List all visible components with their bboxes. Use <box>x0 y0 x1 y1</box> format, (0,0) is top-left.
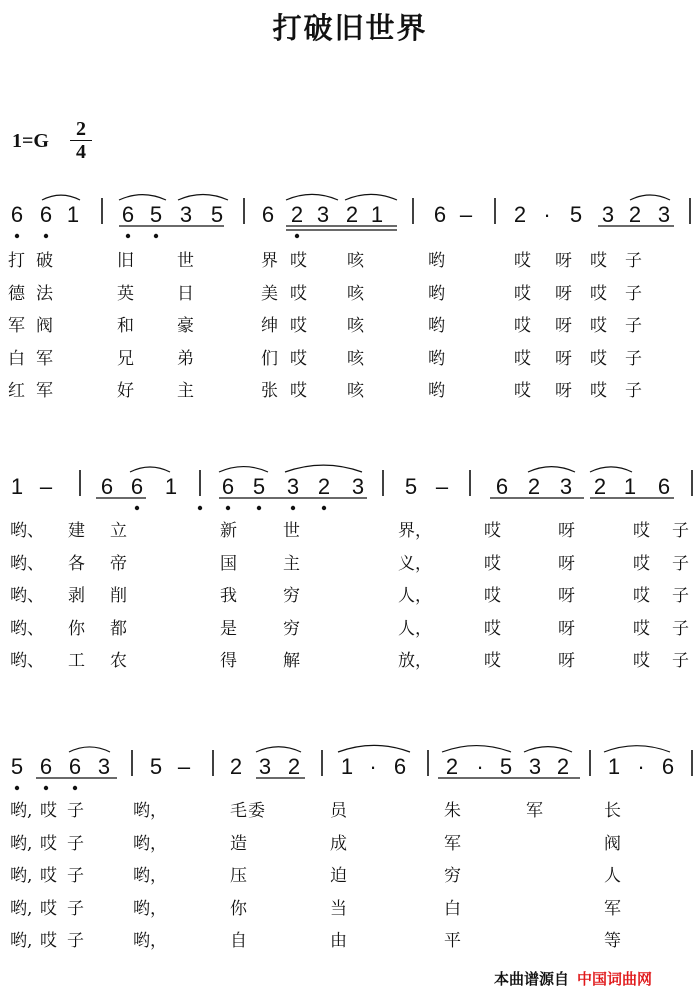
lyric-syllable: 哎 <box>290 283 307 304</box>
lyric-syllable: 哎 <box>633 553 650 574</box>
note: 2 <box>513 202 527 227</box>
lyric-syllable: 放， <box>398 651 432 671</box>
lyric-syllable: 哎 <box>514 381 531 401</box>
note: 3 <box>316 202 330 227</box>
lyric-syllable: 哟, <box>10 898 33 919</box>
lyric-syllable: 咳 <box>347 316 364 336</box>
lyric-syllable: 哟， <box>133 931 167 951</box>
note: 5 <box>10 754 24 779</box>
source-credit <box>494 968 652 989</box>
slur <box>590 467 632 472</box>
lyric-syllable: 朱 <box>444 801 461 821</box>
note: 5 <box>149 202 163 227</box>
lyric-syllable: 子 <box>672 651 689 671</box>
lyric-syllable: 子 <box>625 251 642 271</box>
octave-dot <box>322 506 326 510</box>
lyric-syllable: 哎 <box>484 586 501 606</box>
lyric-syllable: 咳 <box>347 348 364 369</box>
note: 1 <box>164 474 178 499</box>
lyric-syllable: 阀 <box>36 316 53 336</box>
lyric-syllable: 建 <box>68 521 85 541</box>
lyric-syllable: 呀 <box>558 651 575 671</box>
lyric-syllable: 呀 <box>555 316 572 336</box>
lyric-syllable: 自 <box>230 931 247 951</box>
octave-dot <box>295 234 299 238</box>
lyric-syllable: 阀 <box>604 833 621 854</box>
lyric-syllable: 红 <box>8 381 25 401</box>
lyric-syllable: 你 <box>230 898 247 919</box>
lyric-syllable: 我 <box>220 586 237 606</box>
lyric-syllable: 哎 <box>590 283 607 304</box>
note: 2 <box>229 754 243 779</box>
note: 2 <box>445 754 459 779</box>
note: 6 <box>121 202 135 227</box>
lyric-syllable: 解 <box>283 651 300 671</box>
note: 6 <box>100 474 114 499</box>
lyric-syllable: 哎 <box>484 651 501 671</box>
lyric-syllable: 等 <box>604 931 621 951</box>
lyric-syllable: 子 <box>625 381 642 401</box>
note: 2 <box>317 474 331 499</box>
lyric-syllable: 立 <box>110 521 127 541</box>
lyric-syllable: 造 <box>230 833 247 854</box>
note: 6 <box>261 202 275 227</box>
lyric-syllable: 军 <box>604 898 621 919</box>
lyric-syllable: 子 <box>672 586 689 606</box>
slur <box>119 195 166 200</box>
note: 2 <box>345 202 359 227</box>
lyric-syllable: 呀 <box>558 553 575 574</box>
lyric-syllable: 英 <box>117 283 134 304</box>
slur <box>219 467 268 472</box>
slur <box>524 747 572 752</box>
lyric-syllable: 们 <box>261 348 278 369</box>
note: 2 <box>556 754 570 779</box>
lyric-syllable: 都 <box>110 618 127 639</box>
lyric-syllable: 长 <box>604 801 621 821</box>
lyric-syllable: 义， <box>398 553 432 574</box>
lyric-syllable: 子 <box>67 866 84 886</box>
octave-dot <box>154 234 158 238</box>
augmentation-dot: · <box>369 754 377 779</box>
lyric-syllable: 打 <box>8 251 25 271</box>
lyric-syllable: 界 <box>261 251 278 271</box>
lyric-syllable: 哎 <box>590 251 607 271</box>
note: 2 <box>290 202 304 227</box>
lyric-syllable: 由 <box>330 931 347 951</box>
lyric-syllable: 哟, <box>10 833 33 854</box>
note: 3 <box>559 474 573 499</box>
lyric-syllable: 哎 <box>290 348 307 369</box>
lyric-syllable: 呀 <box>555 381 572 401</box>
note: 6 <box>10 202 24 227</box>
lyric-syllable: 哎 <box>590 381 607 401</box>
slur <box>630 195 670 200</box>
lyric-syllable: 哎 <box>40 833 57 854</box>
lyric-syllable: 白 <box>444 898 461 919</box>
key-signature: 1=G <box>12 130 49 152</box>
lyric-syllable: 哎 <box>40 801 57 821</box>
note: 6 <box>130 474 144 499</box>
octave-dot <box>44 786 48 790</box>
lyric-syllable: 子 <box>67 898 84 919</box>
lyric-syllable: 哟， <box>133 833 167 854</box>
lyric-syllable: 子 <box>625 283 642 304</box>
lyric-syllable: 哎 <box>590 316 607 336</box>
lyric-syllable: 哟， <box>133 898 167 919</box>
note: 6 <box>393 754 407 779</box>
lyric-syllable: 军 <box>36 381 53 401</box>
octave-dot <box>15 234 19 238</box>
octave-dot <box>291 506 295 510</box>
lyric-syllable: 破 <box>36 251 53 271</box>
lyric-syllable: 子 <box>625 316 642 336</box>
lyric-syllable: 军 <box>444 833 461 854</box>
note: 6 <box>495 474 509 499</box>
lyric-syllable: 穷 <box>283 586 300 606</box>
lyric-syllable: 当 <box>330 898 347 919</box>
lyric-syllable: 哎 <box>484 521 501 541</box>
note: 5 <box>149 754 163 779</box>
lyric-syllable: 哎 <box>290 316 307 336</box>
note: 6 <box>68 754 82 779</box>
lyric-syllable: 子 <box>67 801 84 821</box>
lyric-syllable: 子 <box>672 521 689 541</box>
note: 1 <box>370 202 384 227</box>
slur <box>256 747 301 752</box>
note: 6 <box>657 474 671 499</box>
source-site: 中国词曲网 <box>577 970 653 988</box>
lyric-syllable: 咳 <box>347 381 364 401</box>
slur <box>442 746 511 752</box>
lyric-syllable: 呀 <box>558 586 575 606</box>
octave-dot <box>15 786 19 790</box>
time-signature-denominator: 4 <box>76 141 86 163</box>
note: 2 <box>593 474 607 499</box>
lyric-syllable: 哎 <box>590 348 607 369</box>
lyric-syllable: 哎 <box>290 251 307 271</box>
lyric-syllable: 美 <box>261 283 278 304</box>
note: 3 <box>657 202 671 227</box>
note: 3 <box>286 474 300 499</box>
lyric-syllable: 哟， <box>133 801 167 821</box>
lyric-syllable: 是 <box>220 618 237 639</box>
octave-dot <box>198 506 202 510</box>
slur <box>345 194 397 200</box>
lyric-syllable: 呀 <box>555 283 572 304</box>
lyric-syllable: 呀 <box>555 251 572 271</box>
lyric-syllable: 主 <box>177 381 194 401</box>
lyric-syllable: 哎 <box>514 316 531 336</box>
lyric-syllable: 人， <box>398 618 432 639</box>
lyric-syllable: 子 <box>67 833 84 854</box>
lyric-syllable: 哎 <box>633 586 650 606</box>
lyric-syllable: 你 <box>68 618 85 639</box>
note: 5 <box>404 474 418 499</box>
lyric-syllable: 军 <box>8 316 25 336</box>
lyric-syllable: 新 <box>220 521 237 541</box>
time-signature-numerator: 2 <box>70 118 92 141</box>
lyric-syllable: 哟、 <box>10 586 44 606</box>
lyric-syllable: 绅 <box>261 316 278 336</box>
lyric-syllable: 哎 <box>633 651 650 671</box>
lyric-syllable: 哎 <box>40 931 57 951</box>
note: 3 <box>97 754 111 779</box>
lyric-syllable: 子 <box>672 618 689 639</box>
note: 6 <box>39 754 53 779</box>
lyric-syllable: 哎 <box>514 348 531 369</box>
lyric-syllable: 哎 <box>633 521 650 541</box>
note: 1 <box>607 754 621 779</box>
lyric-syllable: 哎 <box>514 251 531 271</box>
source-label: 本曲谱源自 <box>494 970 570 988</box>
lyric-syllable: 农 <box>110 651 127 671</box>
lyric-syllable: 哟、 <box>10 651 44 671</box>
lyric-syllable: 人， <box>398 586 432 606</box>
octave-dot <box>135 506 139 510</box>
slur <box>69 747 110 752</box>
note: 3 <box>179 202 193 227</box>
lyric-syllable: 哎 <box>484 553 501 574</box>
lyric-syllable: 军 <box>526 801 543 821</box>
lyric-syllable: 子 <box>672 553 689 574</box>
lyric-syllable: 子 <box>625 348 642 369</box>
lyric-syllable: 哟 <box>428 348 445 369</box>
lyric-syllable: 工 <box>68 651 85 671</box>
lyric-syllable: 哟, <box>10 801 33 821</box>
lyric-syllable: 豪 <box>177 316 194 336</box>
note: 5 <box>210 202 224 227</box>
slur <box>338 745 410 752</box>
lyric-syllable: 哟、 <box>10 618 44 639</box>
octave-dot <box>226 506 230 510</box>
octave-dot <box>126 234 130 238</box>
slur <box>130 467 170 472</box>
lyric-syllable: 削 <box>110 586 127 606</box>
slur <box>178 195 228 201</box>
lyric-syllable: 哎 <box>40 898 57 919</box>
lyric-syllable: 和 <box>117 316 134 336</box>
sustain-dash: – <box>459 202 473 227</box>
lyric-syllable: 剥 <box>68 586 85 606</box>
slur <box>528 467 575 472</box>
lyric-syllable: 哎 <box>290 381 307 401</box>
lyric-syllable: 员 <box>330 801 347 821</box>
augmentation-dot: · <box>637 754 645 779</box>
lyric-syllable: 哟 <box>428 316 445 336</box>
note: 6 <box>39 202 53 227</box>
lyric-syllable: 哟, <box>10 866 33 886</box>
lyric-syllable: 德 <box>8 283 25 304</box>
lyric-syllable: 呀 <box>558 521 575 541</box>
lyric-syllable: 白 <box>8 348 25 369</box>
lyric-syllable: 成 <box>330 833 347 854</box>
note: 1 <box>623 474 637 499</box>
octave-dot <box>44 234 48 238</box>
lyric-syllable: 好 <box>117 381 134 401</box>
song-title: 打破旧世界 <box>272 11 428 45</box>
lyric-syllable: 张 <box>261 381 278 401</box>
lyric-syllable: 世 <box>177 251 194 271</box>
augmentation-dot: · <box>543 202 551 227</box>
note: 2 <box>628 202 642 227</box>
note: 5 <box>569 202 583 227</box>
lyric-syllable: 哎 <box>484 618 501 639</box>
lyric-syllable: 哟、 <box>10 553 44 574</box>
lyric-syllable: 咳 <box>347 283 364 304</box>
augmentation-dot: · <box>476 754 484 779</box>
lyric-syllable: 迫 <box>330 866 347 886</box>
slur <box>286 194 338 200</box>
lyric-syllable: 哎 <box>514 283 531 304</box>
note: 2 <box>527 474 541 499</box>
lyric-syllable: 哎 <box>40 866 57 886</box>
note: 6 <box>433 202 447 227</box>
lyric-syllable: 压 <box>230 866 247 886</box>
slur <box>285 465 362 472</box>
lyric-syllable: 哟 <box>428 251 445 271</box>
lyric-syllable: 各 <box>68 553 85 574</box>
lyric-syllable: 弟 <box>177 348 194 369</box>
note: 5 <box>499 754 513 779</box>
lyric-syllable: 平 <box>444 931 461 951</box>
sustain-dash: – <box>177 754 191 779</box>
lyric-syllable: 呀 <box>555 348 572 369</box>
lyric-syllable: 穷 <box>444 866 461 886</box>
lyric-syllable: 哟 <box>428 283 445 304</box>
lyric-syllable: 国 <box>220 553 237 574</box>
note: 6 <box>221 474 235 499</box>
lyric-syllable: 穷 <box>283 618 300 639</box>
lyric-syllable: 界， <box>398 521 432 541</box>
sustain-dash: – <box>435 474 449 499</box>
note: 3 <box>528 754 542 779</box>
lyric-syllable: 哟， <box>133 866 167 886</box>
note: 3 <box>351 474 365 499</box>
note: 5 <box>252 474 266 499</box>
lyric-syllable: 呀 <box>558 618 575 639</box>
lyric-syllable: 哟、 <box>10 521 44 541</box>
note: 3 <box>601 202 615 227</box>
lyric-syllable: 哎 <box>633 618 650 639</box>
lyric-syllable: 军 <box>36 348 53 369</box>
lyric-syllable: 帝 <box>110 553 127 574</box>
lyric-syllable: 哟, <box>10 931 33 951</box>
lyric-syllable: 日 <box>177 283 194 304</box>
lyric-syllable: 兄 <box>117 348 134 369</box>
octave-dot <box>257 506 261 510</box>
note: 1 <box>66 202 80 227</box>
lyric-syllable: 主 <box>283 553 300 574</box>
lyric-syllable: 人 <box>604 866 621 886</box>
lyric-syllable: 旧 <box>117 251 134 271</box>
note: 6 <box>661 754 675 779</box>
note: 1 <box>340 754 354 779</box>
note: 3 <box>258 754 272 779</box>
octave-dot <box>73 786 77 790</box>
lyric-syllable: 委 <box>248 801 265 821</box>
note: 2 <box>287 754 301 779</box>
lyric-syllable: 子 <box>67 931 84 951</box>
lyric-syllable: 世 <box>283 521 300 541</box>
note: 1 <box>10 474 24 499</box>
lyric-syllable: 咳 <box>347 251 364 271</box>
lyric-syllable: 毛 <box>230 801 247 821</box>
lyric-syllable: 得 <box>220 651 237 671</box>
slur <box>604 746 670 752</box>
sustain-dash: – <box>39 474 53 499</box>
lyric-syllable: 法 <box>36 283 53 304</box>
slur <box>42 195 80 200</box>
lyric-syllable: 哟 <box>428 381 445 401</box>
